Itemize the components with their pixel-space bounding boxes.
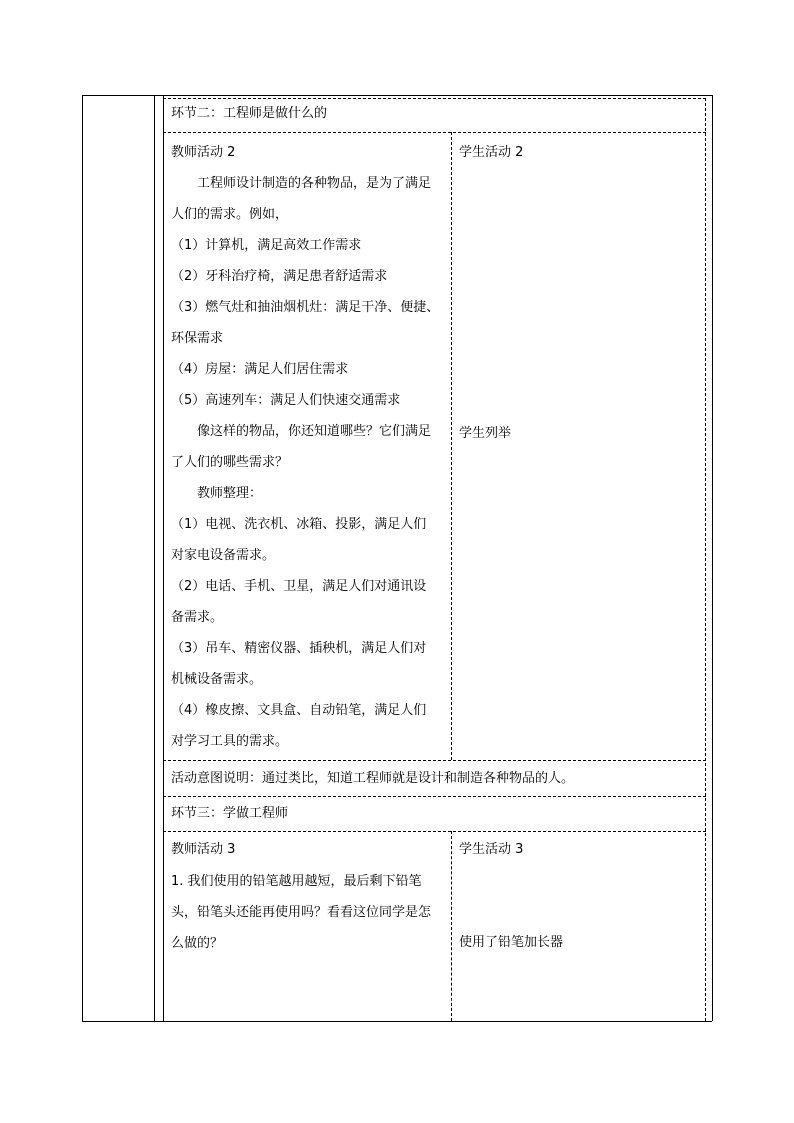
text-line: 对学习工具的需求。 — [171, 734, 289, 749]
section3-header: 环节三：学做工程师 — [171, 806, 289, 821]
text-line: 么做的？ — [171, 936, 224, 951]
text-line: 工程师设计制造的各种物品，是为了满足 — [197, 176, 432, 191]
text-line: 1. 我们使用的铅笔越用越短，最后剩下铅笔 — [171, 874, 422, 889]
table-top-border — [82, 95, 712, 96]
text-line: 像这样的物品，你还知道哪些？它们满足 — [197, 424, 432, 439]
text-line: 对家电设备需求。 — [171, 548, 276, 563]
student-activity-2-response: 学生列举 — [459, 426, 512, 441]
inner-left-border — [163, 95, 164, 1021]
inner-top-border — [163, 98, 706, 99]
separator-after-intent — [163, 796, 706, 797]
student-activity-3-title: 学生活动 3 — [459, 842, 524, 857]
text-line: （3）吊车、精密仪器、插秧机，满足人们对 — [171, 641, 427, 656]
table-left-border — [82, 95, 83, 1021]
teacher-activity-2-title: 教师活动 2 — [171, 145, 236, 160]
text-line: （1）计算机，满足高效工作需求 — [171, 238, 362, 253]
table-bottom-border — [82, 1021, 712, 1022]
text-line: 教师整理： — [197, 486, 263, 501]
table-right-border — [712, 95, 713, 1021]
activity-divider-2 — [451, 132, 452, 760]
text-line: 人们的需求。例如， — [171, 207, 289, 222]
text-line: （4）橡皮擦、文具盒、自动铅笔，满足人们 — [171, 703, 427, 718]
left-column-divider — [154, 95, 155, 1021]
text-line: （4）房屋：满足人们居住需求 — [171, 362, 349, 377]
separator-before-intent — [163, 760, 706, 761]
text-line: 机械设备需求。 — [171, 672, 263, 687]
activity-divider-3 — [451, 831, 452, 1021]
activity-intent: 活动意图说明：通过类比，知道工程师就是设计和制造各种物品的人。 — [171, 771, 575, 786]
student-activity-3-response: 使用了铅笔加长器 — [459, 935, 564, 950]
student-activity-2-title: 学生活动 2 — [459, 145, 524, 160]
separator-after-header2 — [163, 132, 706, 133]
text-line: 头，铅笔头还能再使用吗？看看这位同学是怎 — [171, 905, 432, 920]
text-line: （2）牙科治疗椅，满足患者舒适需求 — [171, 269, 388, 284]
text-line: （5）高速列车：满足人们快速交通需求 — [171, 393, 401, 408]
separator-after-header3 — [163, 831, 706, 832]
teacher-activity-3-content — [171, 866, 447, 959]
text-line: （3）燃气灶和抽油烟机灶：满足干净、便捷、 — [171, 300, 440, 315]
teacher-activity-2-content — [171, 168, 447, 757]
section2-header: 环节二：工程师是做什么的 — [171, 106, 328, 121]
text-line: （1）电视、洗衣机、冰箱、投影，满足人们 — [171, 517, 427, 532]
teacher-activity-3-title: 教师活动 3 — [171, 842, 236, 857]
inner-right-border — [705, 98, 706, 1021]
text-line: 环保需求 — [171, 331, 224, 346]
text-line: 备需求。 — [171, 610, 224, 625]
text-line: 了人们的哪些需求？ — [171, 455, 289, 470]
text-line: （2）电话、手机、卫星，满足人们对通讯设 — [171, 579, 427, 594]
